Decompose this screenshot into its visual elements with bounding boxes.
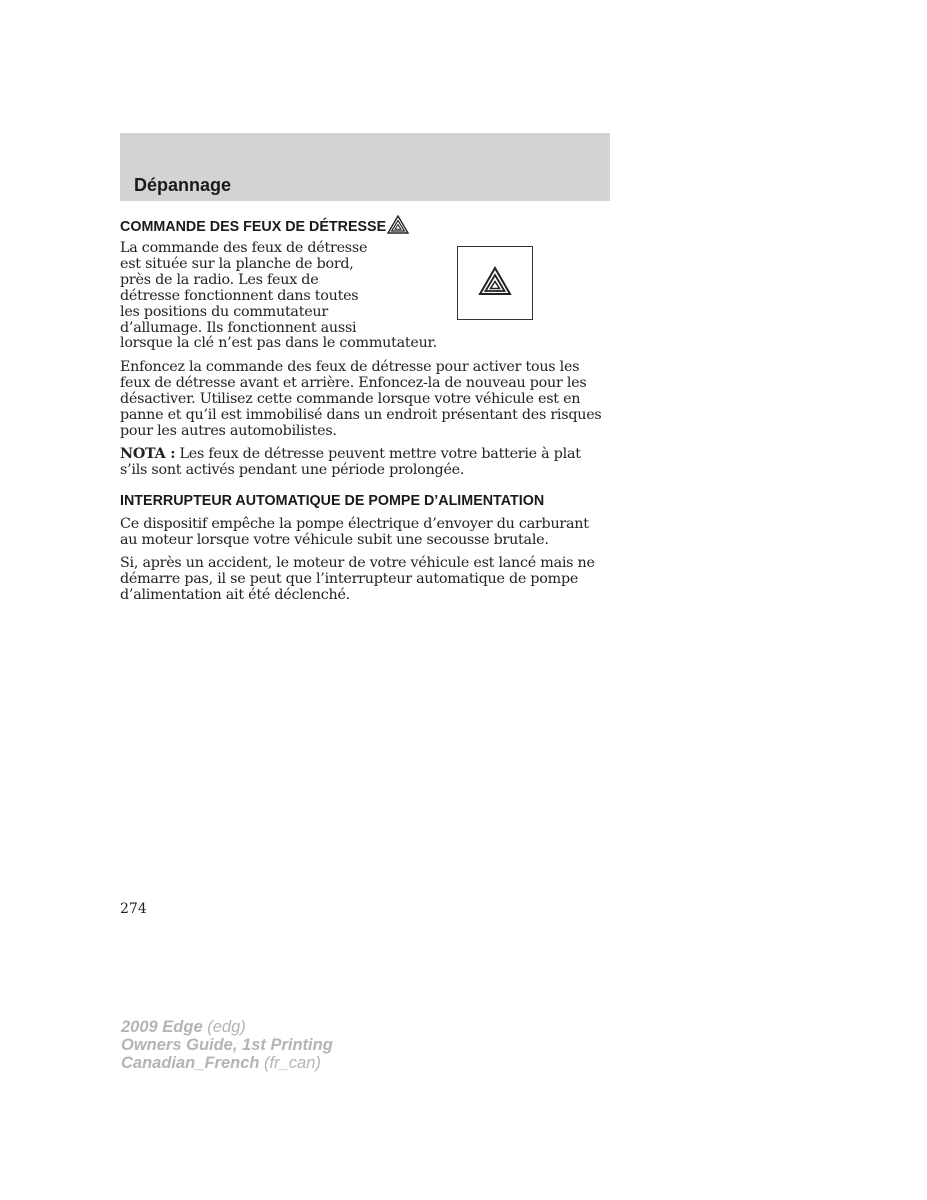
intro-line: d’allumage. Ils fonctionnent aussi — [120, 319, 357, 336]
fuel-pump-paragraph-2: Si, après un accident, le moteur de votre véhicule est lancé mais ne démarre pas, il se peut que l’interrupteur automatique de pompe d’alimentation ait été déclenché. — [120, 555, 595, 603]
intro-line: lorsque la clé n’est pas dans le commutateur. — [120, 335, 437, 352]
intro-line: les positions du commutateur — [120, 303, 328, 320]
hazard-triangle-icon — [387, 215, 409, 239]
hazard-section-heading — [120, 215, 409, 239]
document-footer — [121, 1018, 333, 1072]
hazard-triangle-icon — [478, 266, 512, 300]
intro-line: près de la radio. Les feux de — [120, 271, 319, 288]
intro-line: La commande des feux de détresse — [120, 240, 368, 256]
hazard-usage-paragraph: Enfoncez la commande des feux de détresse pour activer tous les feux de détresse avant et arrière. Enfoncez-la de nouveau pour les désactiver. Utilisez cette commande lorsque votre véhicule est en panne et qu’il est immobilisé dans un endroit présentant des risques pour les autres automobilistes. — [120, 359, 602, 439]
fuel-pump-paragraph-1: Ce dispositif empêche la pompe électrique d’envoyer du carburant au moteur lorsque votre véhicule subit une secousse brutale. — [120, 516, 589, 548]
hazard-switch-illustration — [457, 246, 533, 320]
hazard-intro-paragraph — [120, 240, 437, 352]
hazard-note-paragraph — [120, 447, 610, 479]
note-text: Les feux de détresse peuvent mettre votre batterie à plat s’ils sont activés pendant une période prolongée. — [120, 446, 581, 478]
page-number: 274 — [120, 901, 147, 917]
hazard-heading-text: COMMANDE DES FEUX DE DÉTRESSE — [120, 219, 387, 235]
footer-line-2: Owners Guide, 1st Printing — [121, 1036, 333, 1054]
fuel-pump-section-heading: INTERRUPTEUR AUTOMATIQUE DE POMPE D’ALIMENTATION — [120, 493, 545, 509]
page-title: Dépannage — [134, 175, 232, 195]
footer-line-1: 2009 Edge (edg) — [121, 1018, 246, 1036]
intro-line: détresse fonctionnent dans toutes — [120, 287, 359, 304]
footer-line-3: Canadian_French (fr_can) — [121, 1054, 321, 1072]
intro-line: est située sur la planche de bord, — [120, 255, 354, 272]
section-header-band — [120, 133, 610, 201]
note-label: NOTA : — [120, 446, 176, 462]
